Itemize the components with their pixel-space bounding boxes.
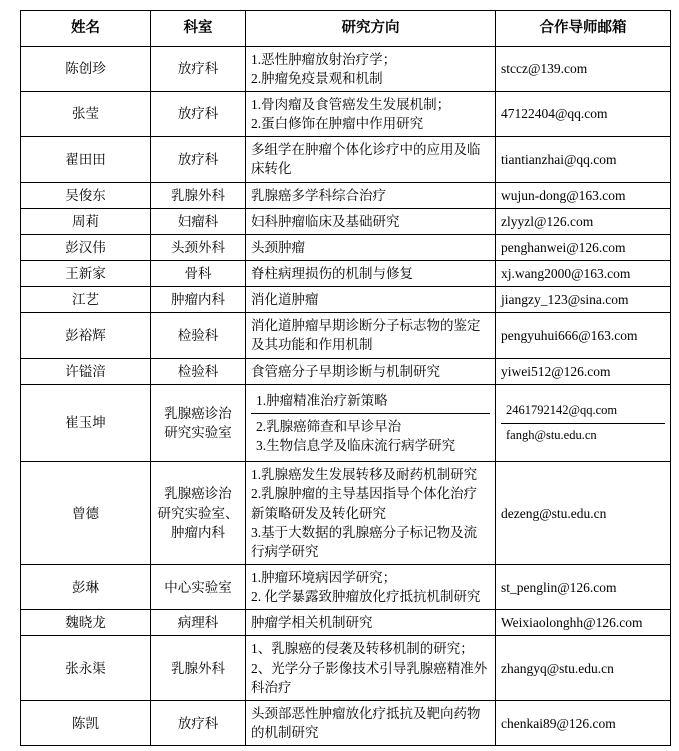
table-row — [21, 700, 671, 745]
cell-research-direction — [246, 462, 496, 565]
cell-name: 魏晓龙 — [21, 610, 151, 636]
cell-email[interactable]: dezeng@stu.edu.cn — [496, 462, 671, 565]
cell-department: 放疗科 — [151, 700, 246, 745]
table-row — [21, 610, 671, 636]
cell-department: 中心实验室 — [151, 565, 246, 610]
dir-line: 多组学在肿瘤个体化诊疗中的应用及临床转化 — [251, 142, 481, 177]
cell-name: 彭琳 — [21, 565, 151, 610]
cell-department: 骨科 — [151, 260, 246, 286]
cell-email[interactable]: fangh@stu.edu.cn — [506, 427, 597, 442]
cell-department: 检验科 — [151, 313, 246, 358]
sub-row — [501, 423, 665, 447]
dir-line: 头颈部恶性肿瘤放化疗抵抗及靶向药物的机制研究 — [251, 705, 481, 741]
dir-line: 3.生物信息学及临床流行病学研究 — [256, 438, 456, 454]
cell-research-direction — [251, 388, 490, 414]
table-row — [21, 565, 671, 610]
cell-department: 乳腺外科 — [151, 182, 246, 208]
cell-name: 曾德 — [21, 462, 151, 565]
table-row — [21, 636, 671, 700]
dir-line: 2.乳腺癌筛查和早诊早治 — [256, 418, 402, 434]
column-header-name: 姓名 — [21, 11, 151, 47]
dept-line: 研究实验室、 — [157, 505, 239, 521]
cell-research-direction — [246, 208, 496, 234]
table-row — [21, 358, 671, 384]
table-row — [21, 287, 671, 313]
cell-email[interactable]: stccz@139.com — [496, 46, 671, 91]
cell-department: 肿瘤内科 — [151, 287, 246, 313]
cell-name: 崔玉坤 — [21, 384, 151, 461]
cell-email-group — [496, 384, 671, 461]
cell-name: 吴俊东 — [21, 182, 151, 208]
dir-line: 头颈肿瘤 — [251, 239, 305, 255]
cell-research-direction — [246, 182, 496, 208]
cell-name: 江艺 — [21, 287, 151, 313]
dir-line: 2. 化学暴露致肿瘤放化疗抵抗机制研究 — [251, 589, 481, 605]
cell-research-direction-group — [246, 384, 496, 461]
cell-research-direction — [246, 287, 496, 313]
dept-line: 肿瘤内科 — [171, 524, 225, 540]
cooperative-supervisors-table — [20, 10, 671, 746]
cell-research-direction — [246, 358, 496, 384]
table-row — [21, 46, 671, 91]
cell-research-direction — [246, 91, 496, 136]
cell-department: 妇瘤科 — [151, 208, 246, 234]
column-header-department: 科室 — [151, 11, 246, 47]
dir-line: 1.恶性肿瘤放射治疗学； — [251, 51, 397, 67]
cell-name: 张莹 — [21, 91, 151, 136]
cell-name: 周莉 — [21, 208, 151, 234]
cell-email[interactable]: pengyuhui666@163.com — [496, 313, 671, 358]
cell-name: 许镒湆 — [21, 358, 151, 384]
table-row — [21, 384, 671, 461]
cell-email[interactable]: wujun-dong@163.com — [496, 182, 671, 208]
table-row — [21, 137, 671, 182]
cell-email[interactable]: yiwei512@126.com — [496, 358, 671, 384]
cell-email[interactable]: st_penglin@126.com — [496, 565, 671, 610]
sub-row — [251, 413, 490, 458]
dir-line: 2.蛋白修饰在肿瘤中作用研究 — [251, 116, 424, 132]
cell-research-direction — [246, 610, 496, 636]
cell-email[interactable]: 47122404@qq.com — [496, 91, 671, 136]
dir-line: 3.基于大数据的乳腺癌分子标记物及流行病学研究 — [251, 524, 478, 559]
cell-department: 放疗科 — [151, 46, 246, 91]
cell-email[interactable]: chenkai89@126.com — [496, 700, 671, 745]
sub-row — [251, 388, 490, 414]
cell-department: 病理科 — [151, 610, 246, 636]
cell-department: 检验科 — [151, 358, 246, 384]
table-row — [21, 313, 671, 358]
cell-name: 陈创珍 — [21, 46, 151, 91]
cell-name: 陈凯 — [21, 700, 151, 745]
dir-line: 肿瘤学相关机制研究 — [251, 615, 373, 631]
table-row — [21, 260, 671, 286]
dir-line: 2、光学分子影像技术引导乳腺癌精准外科治疗 — [251, 660, 488, 695]
cell-department — [151, 462, 246, 565]
sub-row — [501, 399, 665, 423]
dept-line: 乳腺癌诊治 — [164, 405, 232, 421]
dir-line: 消化道肿瘤 — [251, 292, 319, 308]
cell-email[interactable]: jiangzy_123@sina.com — [496, 287, 671, 313]
dir-line: 1、乳腺癌的侵袭及转移机制的研究； — [251, 641, 474, 657]
cell-research-direction — [246, 137, 496, 182]
cell-department: 放疗科 — [151, 91, 246, 136]
cell-research-direction — [246, 565, 496, 610]
cell-email[interactable]: zlyyzl@126.com — [496, 208, 671, 234]
cell-name: 彭裕辉 — [21, 313, 151, 358]
cell-email[interactable]: zhangyq@stu.edu.cn — [496, 636, 671, 700]
table-row — [21, 208, 671, 234]
cell-email[interactable]: Weixiaolonghh@126.com — [496, 610, 671, 636]
cell-research-direction — [246, 46, 496, 91]
table-row — [21, 91, 671, 136]
cell-name: 张永渠 — [21, 636, 151, 700]
column-header-email: 合作导师邮箱 — [496, 11, 671, 47]
cell-name: 王新家 — [21, 260, 151, 286]
cell-research-direction — [246, 636, 496, 700]
cell-department: 放疗科 — [151, 137, 246, 182]
dir-line: 2.乳腺肿瘤的主导基因指导个体化治疗新策略研发及转化研究 — [251, 486, 478, 521]
cell-research-direction — [246, 700, 496, 745]
table-row — [21, 234, 671, 260]
cell-name: 翟田田 — [21, 137, 151, 182]
cell-department — [151, 384, 246, 461]
cell-department: 乳腺外科 — [151, 636, 246, 700]
cell-department: 头颈外科 — [151, 234, 246, 260]
cell-email[interactable]: tiantianzhai@qq.com — [496, 137, 671, 182]
dept-line: 乳腺癌诊治 — [164, 486, 232, 502]
cell-email[interactable]: penghanwei@126.com — [496, 234, 671, 260]
table-header — [21, 11, 671, 47]
cell-research-direction — [251, 413, 490, 458]
table-row — [21, 462, 671, 565]
column-header-research-direction: 研究方向 — [246, 11, 496, 47]
dir-line: 1.骨肉瘤及食管癌发生发展机制； — [251, 96, 451, 112]
cell-research-direction — [246, 313, 496, 358]
cell-research-direction — [246, 260, 496, 286]
dir-line: 消化道肿瘤早期诊断分子标志物的鉴定及其功能和作用机制 — [251, 318, 481, 353]
dir-line: 脊柱病理损伤的机制与修复 — [251, 265, 413, 281]
dir-line: 妇科肿瘤临床及基础研究 — [251, 213, 400, 229]
table-row — [21, 182, 671, 208]
cell-name: 彭汉伟 — [21, 234, 151, 260]
cell-research-direction — [246, 234, 496, 260]
dir-line: 食管癌分子早期诊断与机制研究 — [251, 363, 440, 379]
dept-line: 研究实验室 — [164, 425, 232, 440]
dir-line: 2.肿瘤免疫景观和机制 — [251, 70, 383, 86]
dir-line: 1.肿瘤环境病因学研究； — [251, 570, 397, 586]
table-header-row — [21, 11, 671, 47]
dir-line: 1.肿瘤精准治疗新策略 — [256, 392, 388, 408]
table-body — [21, 46, 671, 746]
cell-email[interactable]: 2461792142@qq.com — [501, 399, 665, 423]
dir-line: 1.乳腺癌发生发展转移及耐药机制研究 — [251, 467, 478, 483]
dir-line: 乳腺癌多学科综合治疗 — [251, 187, 386, 203]
cell-email[interactable]: xj.wang2000@163.com — [496, 260, 671, 286]
